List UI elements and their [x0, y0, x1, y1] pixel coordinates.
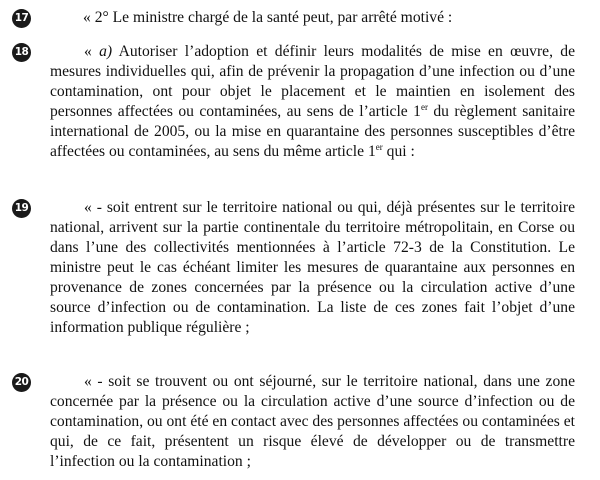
- paragraph-text: « - soit se trouvent ou ont séjourné, sur le territoire national, dans une zone concernée par la présence ou la circulation active d’une source d’infection ou de contamination, ou ont été en contact avec des personnes affectées ou contaminées et qui, de ce fait, présentent un risque élevé de développer ou de transmettre l’infection ou la contamination ;: [50, 373, 575, 470]
- paragraph-number-badge: 17: [12, 9, 31, 28]
- paragraph-text-part-c: qui :: [382, 143, 415, 160]
- superscript-er: er: [420, 102, 428, 112]
- paragraph-number-badge: 19: [12, 199, 31, 218]
- paragraph-text: [50, 42, 575, 162]
- paragraph-number-badge: 20: [12, 373, 31, 392]
- paragraph-text-part-b: du règlement sanitaire international de 2005, ou la mise en quarantaine des personnes susceptibles d’être affectées ou contaminées, au sens du même article 1: [50, 103, 576, 160]
- paragraph-text: « 2° Le ministre chargé de la santé peut, par arrêté motivé :: [83, 9, 453, 26]
- superscript-er: er: [375, 142, 383, 152]
- paragraph-prefix: «: [84, 43, 100, 60]
- paragraph-letter: a): [99, 43, 113, 60]
- paragraph-text-part-a: Autoriser l’adoption et définir leurs modalités de mise en œuvre, de mesures individuelles qui, afin de prévenir la propagation d’une infection ou d’une contamination, ont pour objet le placement et le maintien en isolement des personnes affectées ou contaminées, au sens de l’article 1: [50, 43, 576, 120]
- paragraph-text: « - soit entrent sur le territoire national ou qui, déjà présentes sur le territoire national, arrivent sur la partie continentale du territoire métropolitain, en Corse ou dans l’une des collectivités mentionnées à l’article 72-3 de la Constitution. Le ministre peut le cas échéant limiter les mesures de quarantaine aux personnes en provenance de zones concernées par la présence ou la circulation active d’une source d’infection ou de contamination. La liste de ces zones fait l’objet d’une information publique régulière ;: [50, 199, 575, 336]
- paragraph-number-badge: 18: [12, 43, 31, 62]
